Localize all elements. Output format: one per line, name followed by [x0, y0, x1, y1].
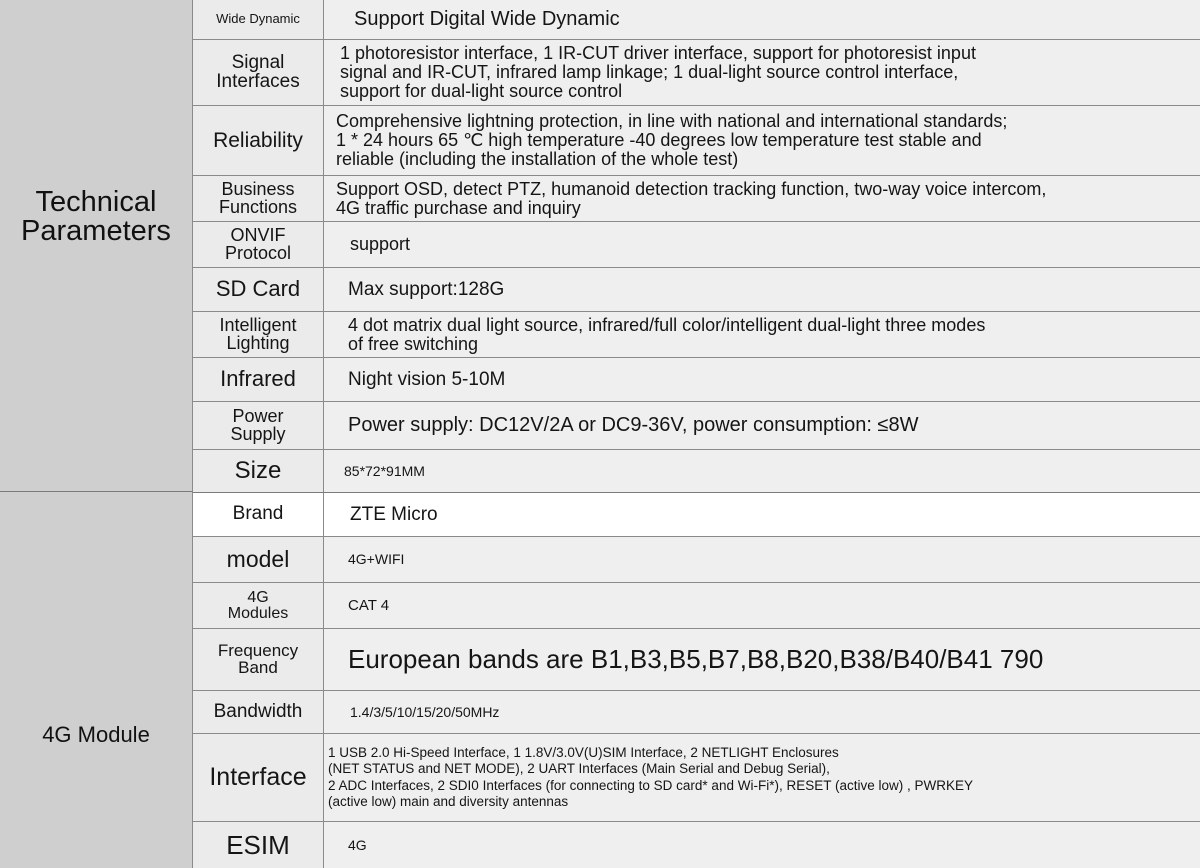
row-value: Support OSD, detect PTZ, humanoid detection tracking function, two-way voice intercom, 4G traffic purchase and inquiry [324, 176, 1200, 221]
row-value: 4G+WIFI [324, 537, 1200, 582]
row-brand [193, 492, 1200, 537]
row-4g-modules [193, 583, 1200, 629]
row-value: 4 dot matrix dual light source, infrared/full color/intelligent dual-light three modes of free switching [324, 312, 1200, 357]
row-label: Interface [193, 734, 324, 821]
group-label-module: 4G Module [42, 722, 150, 747]
group-label-technical: Technical Parameters [21, 185, 171, 247]
row-label: SD Card [193, 268, 324, 311]
row-label: Frequency Band [193, 629, 324, 690]
row-infrared [193, 358, 1200, 402]
row-label: model [193, 537, 324, 582]
row-label: Reliability [193, 106, 324, 175]
row-label: Signal Interfaces [193, 40, 324, 105]
row-onvif-protocol [193, 222, 1200, 268]
row-value: 1 photoresistor interface, 1 IR-CUT driver interface, support for photoresist input signal and IR-CUT, infrared lamp linkage; 1 dual-light source control interface, support for dual-light source control [324, 40, 1200, 105]
row-label: Infrared [193, 358, 324, 401]
row-signal-interfaces [193, 40, 1200, 106]
row-sd-card [193, 268, 1200, 312]
row-frequency-band [193, 629, 1200, 691]
row-size [193, 450, 1200, 492]
row-label: Wide Dynamic [193, 0, 324, 39]
row-value: ZTE Micro [324, 493, 1200, 536]
row-value: CAT 4 [324, 583, 1200, 628]
row-label: ONVIF Protocol [193, 222, 324, 267]
row-value: Power supply: DC12V/2A or DC9-36V, power consumption: ≤8W [324, 402, 1200, 449]
row-value: European bands are B1,B3,B5,B7,B8,B20,B38/B40/B41 790 [324, 629, 1200, 690]
group-technical-parameters [0, 0, 193, 492]
row-bandwidth [193, 691, 1200, 734]
row-value: support [324, 222, 1200, 267]
row-label: Brand [193, 493, 324, 536]
row-value: Comprehensive lightning protection, in line with national and international standards; 1 * 24 hours 65 ℃ high temperature -40 degrees low temperature test stable and reliable (including the installation of the whole test) [324, 106, 1200, 175]
row-value: 85*72*91MM [324, 450, 1200, 492]
row-label: 4G Modules [193, 583, 324, 628]
row-label: ESIM [193, 822, 324, 868]
row-model [193, 537, 1200, 583]
row-value: Support Digital Wide Dynamic [324, 0, 1200, 39]
row-value: 1.4/3/5/10/15/20/50MHz [324, 691, 1200, 733]
row-label: Intelligent Lighting [193, 312, 324, 357]
row-business-functions [193, 176, 1200, 222]
row-label: Bandwidth [193, 691, 324, 733]
row-value: Night vision 5-10M [324, 358, 1200, 401]
row-value: 4G [324, 822, 1200, 868]
row-power-supply [193, 402, 1200, 450]
row-wide-dynamic [193, 0, 1200, 40]
row-interface [193, 734, 1200, 822]
row-label: Size [193, 450, 324, 492]
row-intelligent-lighting [193, 312, 1200, 358]
row-label: Power Supply [193, 402, 324, 449]
row-value: Max support:128G [324, 268, 1200, 311]
row-value: 1 USB 2.0 Hi-Speed Interface, 1 1.8V/3.0V(U)SIM Interface, 2 NETLIGHT Enclosures (NET STATUS and NET MODE), 2 UART Interfaces (Main Serial and Debug Serial), 2 ADC Interfaces, 2 SDI0 Interfaces (for connecting to SD card* and Wi-Fi*), RESET (active low) , PWRKEY (active low) main and diversity antennas [324, 734, 1200, 821]
group-4g-module [0, 492, 193, 868]
row-reliability [193, 106, 1200, 176]
row-esim [193, 822, 1200, 868]
row-label: Business Functions [193, 176, 324, 221]
